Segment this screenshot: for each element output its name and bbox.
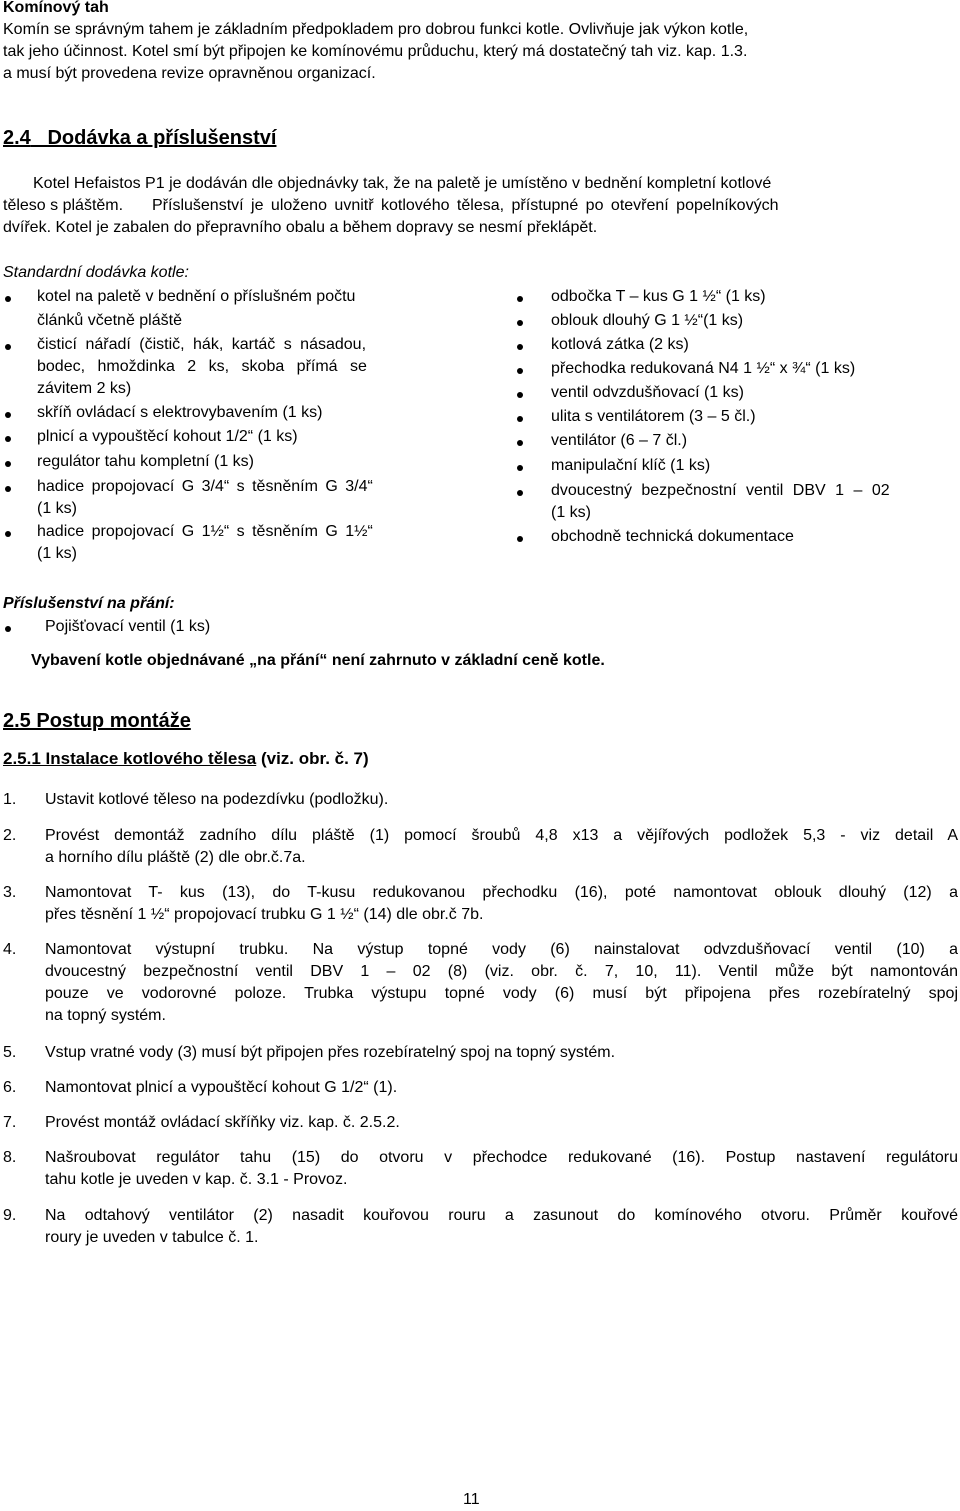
bullet-icon [517,490,523,496]
list-item: dvoucestný bezpečnostní ventil DBV 1 – 02 [551,482,890,499]
step-text-line: Našroubovat regulátor tahu (15) do otvoru v přechodce redukované (16). Postup nastavení regulátoru [45,1149,958,1166]
list-item: čisticí nářadí (čistič, hák, kartáč s násadou, [37,336,367,353]
chimney-heading: Komínový tah [3,0,109,16]
step-number: 8. [3,1149,17,1166]
list-item: ventil odvzdušňovací (1 ks) [551,384,744,401]
bullet-icon [517,440,523,446]
list-item: hadice propojovací G 1½“ s těsněním G 1½“ [37,523,373,540]
list-item: (1 ks) [37,545,77,562]
list-item: ulita s ventilátorem (3 – 5 čl.) [551,408,756,425]
list-item: článků včetně pláště [37,312,182,329]
optional-note: Vybavení kotle objednávané „na přání“ není zahrnuto v základní ceně kotle. [31,652,605,669]
bullet-icon [517,392,523,398]
bullet-icon [5,461,11,467]
step-number: 3. [3,884,17,901]
step-number: 1. [3,791,17,808]
optional-item: Pojišťovací ventil (1 ks) [45,618,211,635]
subsection-heading [3,748,369,770]
step-text-line: Namontovat T- kus (13), do T-kusu redukovanou přechodku (16), poté namontovat oblouk dlouhý (12) a [45,884,958,901]
step-text-line: Vstup vratné vody (3) musí být připojen přes rozebíratelný spoj na topný systém. [45,1044,616,1061]
bullet-icon [517,536,523,542]
list-item: skříň ovládací s elektrovybavením (1 ks) [37,404,323,421]
step-number: 6. [3,1079,17,1096]
section-heading-2-5: 2.5 Postup montáže [3,710,191,732]
list-item: bodec, hmoždinka 2 ks, skoba přímá se [37,358,367,375]
bullet-icon [517,416,523,422]
step-number: 4. [3,941,17,958]
step-text-line: Provést demontáž zadního dílu pláště (1) pomocí šroubů 4,8 x13 a vějířových podložek 5,3 - viz detail A [45,827,958,844]
step-number: 2. [3,827,17,844]
optional-heading: Příslušenství na přání: [3,595,175,612]
step-text-line: tahu kotle je uveden v kap. č. 3.1 - Provoz. [45,1171,348,1188]
list-item: kotel na paletě v bednění o příslušném počtu [37,288,356,305]
paragraph-line: Příslušenství je uloženo uvnitř kotlového tělesa, přístupné po otevření popelníkových [152,197,779,214]
section-number: 2.4 [3,127,31,149]
section-heading-2-4 [3,127,328,149]
step-text-line: Provést montáž ovládací skříňky viz. kap. č. 2.5.2. [45,1114,400,1131]
list-item: plnicí a vypouštěcí kohout 1/2“ (1 ks) [37,428,298,445]
bullet-icon [517,465,523,471]
section-title: Dodávka a příslušenství [47,127,277,149]
bullet-icon [5,344,11,350]
bullet-icon [517,320,523,326]
step-text-line: Na odtahový ventilátor (2) nasadit kouřovou rouru a zasunout do komínového otvoru. Průměr kouřové [45,1207,958,1224]
step-text-line: na topný systém. [45,1007,166,1024]
chimney-text-line: Komín se správným tahem je základním předpokladem pro dobrou funkci kotle. Ovlivňuje jak výkon kotle, [3,21,749,38]
list-item: závitem 2 ks) [37,380,132,397]
step-text-line: přes těsnění 1 ½“ propojovací trubku G 1 ½“ (14) dle obr.č 7b. [45,906,484,923]
list-item: ventilátor (6 – 7 čl.) [551,432,688,449]
step-text-line: Ustavit kotlové těleso na podezdívku (podložku). [45,791,389,808]
paragraph-line: dvířek. Kotel je zabalen do přepravního obalu a během dopravy se nesmí překlápět. [3,219,598,236]
step-number: 9. [3,1207,17,1224]
bullet-icon [5,436,11,442]
list-item: oblouk dlouhý G 1 ½“(1 ks) [551,312,744,329]
bullet-icon [517,296,523,302]
step-text-line: roury je uveden v tabulce č. 1. [45,1229,259,1246]
bullet-icon [517,368,523,374]
list-item: odbočka T – kus G 1 ½“ (1 ks) [551,288,766,305]
bullet-icon [5,486,11,492]
chimney-text-line: tak jeho účinnost. Kotel smí být připojen ke komínovému průduchu, který má dostatečný tah viz. kap. 1.3. [3,43,748,60]
subsection-reference: (viz. obr. č. 7) [256,749,369,768]
standard-delivery-heading: Standardní dodávka kotle: [3,264,189,281]
step-text-line: pouze ve vodorovné poloze. Trubka výstupu topné vody (6) musí být připojena přes rozebíratelný spoj [45,985,958,1002]
bullet-icon [5,531,11,537]
list-item: přechodka redukovaná N4 1 ½“ x ¾“ (1 ks) [551,360,856,377]
step-text-line: dvoucestný bezpečnostní ventil DBV 1 – 02 (8) (viz. obr. č. 7, 10, 11). Ventil může být namontován [45,963,958,980]
page-number: 11 [463,1491,480,1508]
step-text-line: Namontovat výstupní trubku. Na výstup topné vody (6) nainstalovat odvzdušňovací ventil (10) a [45,941,958,958]
step-text-line: Namontovat plnicí a vypouštěcí kohout G 1/2“ (1). [45,1079,398,1096]
step-text-line: a horního dílu pláště (2) dle obr.č.7a. [45,849,306,866]
step-number: 5. [3,1044,17,1061]
paragraph-line: těleso s pláštěm. [3,197,124,214]
subsection-title: 2.5.1 Instalace kotlového tělesa [3,749,257,768]
list-item: manipulační klíč (1 ks) [551,457,711,474]
step-number: 7. [3,1114,17,1131]
list-item: (1 ks) [551,504,591,521]
list-item: hadice propojovací G 3/4“ s těsněním G 3/4“ [37,478,373,495]
bullet-icon [5,412,11,418]
list-item: (1 ks) [37,500,77,517]
paragraph-line: Kotel Hefaistos P1 je dodáván dle objednávky tak, že na paletě je umístěno v bednění kompletní kotlové [33,175,772,192]
list-item: obchodně technická dokumentace [551,528,794,545]
list-item: kotlová zátka (2 ks) [551,336,689,353]
bullet-icon [5,626,11,632]
bullet-icon [517,344,523,350]
bullet-icon [5,296,11,302]
list-item: regulátor tahu kompletní (1 ks) [37,453,254,470]
chimney-text-line: a musí být provedena revize opravněnou organizací. [3,65,376,82]
